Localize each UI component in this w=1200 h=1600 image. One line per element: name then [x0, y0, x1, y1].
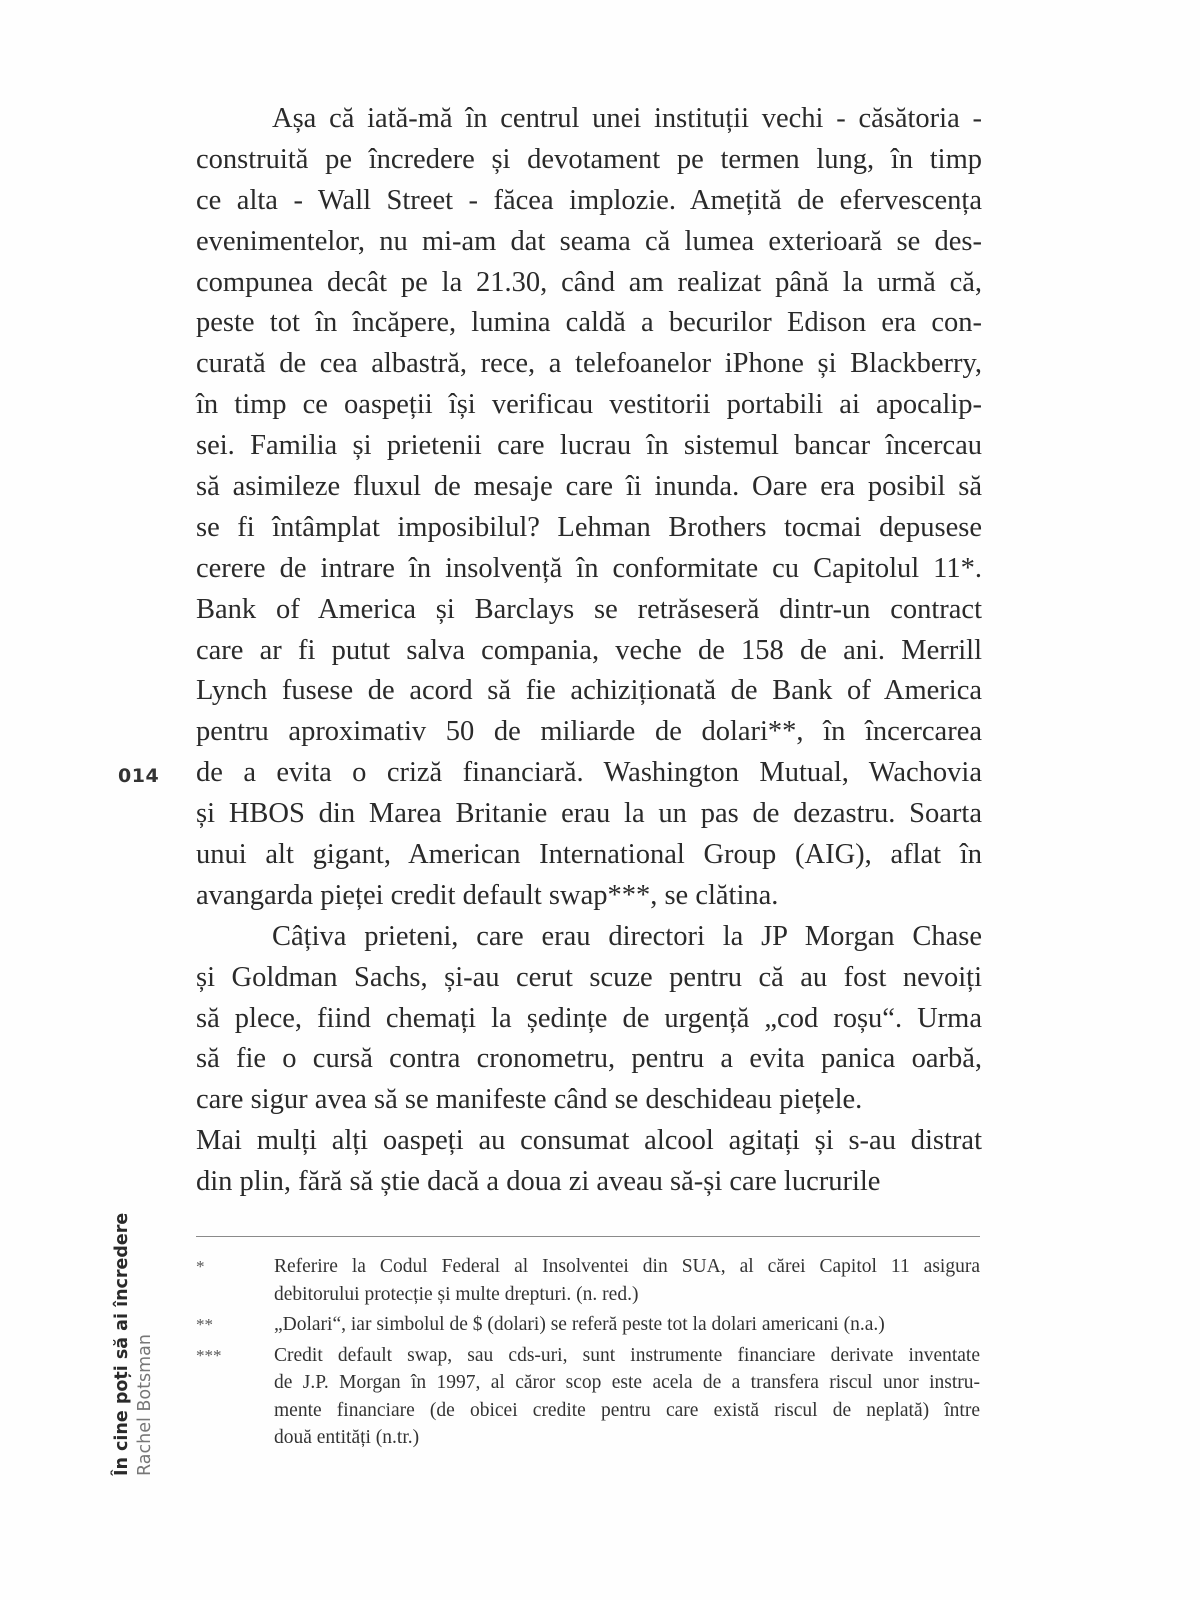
footnote-text [274, 1311, 980, 1339]
paragraph-1-first-line: Așa că iată-mă în centrul unei instituții vechi - căsătoria - [272, 103, 982, 134]
text-line: Mai mulți alți oaspeți au consumat alcool agitați și s-au distrat [196, 1125, 982, 1157]
text-line: unui alt gigant, American International Group (AIG), aflat în [196, 839, 982, 871]
text-line: se fi întâmplat imposibilul? Lehman Brothers tocmai depusese [196, 511, 982, 543]
footnote-mark: *** [196, 1345, 222, 1365]
footnote-line: Credit default swap, sau cds-uri, sunt instrumente financiare derivate inventate [274, 1344, 980, 1366]
text-line: care ar fi putut salva compania, veche de 158 de ani. Merrill [196, 634, 982, 666]
footnote-divider [196, 1236, 980, 1237]
text-line: compunea decât pe la 21.30, când am realizat până la urmă că, [196, 266, 982, 298]
footnote-mark: ** [196, 1315, 213, 1334]
footnote-line: mente financiare (de obicei credite pentru care există riscul de neplată) între [274, 1399, 980, 1421]
text-line: sei. Familia și prietenii care lucrau în sistemul bancar încercau [196, 430, 982, 462]
footnote-3 [196, 1342, 980, 1452]
text-line: și Goldman Sachs, și-au cerut scuze pentru că au fost nevoiți [196, 961, 982, 993]
footnote-2 [196, 1311, 980, 1339]
footnote-line: de J.P. Morgan în 1997, al căror scop este acela de a transfera riscul unor instru- [274, 1372, 980, 1393]
footnote-1 [196, 1253, 980, 1308]
text-line: să asimileze fluxul de mesaje care îi inunda. Oare era posibil să [196, 471, 982, 503]
text-line: curată de cea albastră, rece, a telefoanelor iPhone și Blackberry, [196, 348, 982, 380]
text-line: care sigur avea să se manifeste când se deschideau piețele. [196, 1084, 863, 1116]
text-line: din plin, fără să știe dacă a doua zi aveau să-și care lucrurile [196, 1166, 881, 1198]
footnotes [196, 1253, 980, 1455]
text-line: peste tot în încăpere, lumina caldă a becurilor Edison era con- [196, 307, 982, 339]
text-line: pentru aproximativ 50 de miliarde de dolari**, în încercarea [196, 716, 982, 748]
text-line: construită pe încredere și devotament pe termen lung, în timp [196, 143, 982, 175]
text-line: să fie o cursă contra cronometru, pentru a evita panica oarbă, [196, 1043, 982, 1075]
text-line: și HBOS din Marea Britanie erau la un pas de dezastru. Soarta [196, 798, 982, 830]
paragraph-2-first-line: Câțiva prieteni, care erau directori la JP Morgan Chase [272, 920, 982, 952]
page-number: 014 [118, 765, 160, 787]
footnote-text [274, 1253, 980, 1308]
footnote-text [274, 1342, 980, 1452]
footnote-line: „Dolari“, iar simbolul de $ (dolari) se referă peste tot la dolari americani (n.a.) [274, 1314, 885, 1335]
footnote-line: Referire la Codul Federal al Insolventei din SUA, al cărei Capitol 11 asigura [274, 1256, 980, 1277]
text-line: de a evita o criză financiară. Washington Mutual, Wachovia [196, 757, 982, 789]
text-line: în timp ce oaspeții își verificau vestitorii portabili ai apocalip- [196, 389, 982, 421]
text-line: să plece, fiind chemați la ședințe de urgență „cod roșu“. Urma [196, 1002, 982, 1034]
footnote-line: debitorului protecție și multe drepturi. (n. red.) [274, 1283, 639, 1305]
paragraph-1-last-line: avangarda pieței credit default swap***, se clătina. [196, 879, 779, 911]
body-text [196, 99, 982, 1203]
text-line: evenimentelor, nu mi-am dat seama că lumea exterioară se des- [196, 225, 982, 257]
footnote-mark: * [196, 1257, 205, 1276]
running-footer [111, 1213, 157, 1476]
text-line: Bank of America și Barclays se retrăseseră dintr-un contract [196, 593, 982, 625]
text-line: ce alta - Wall Street - făcea implozie. Amețită de efervescența [196, 184, 982, 216]
footnote-line: două entități (n.tr.) [274, 1427, 420, 1448]
book-author: Rachel Botsman [135, 1334, 155, 1476]
text-line: Lynch fusese de acord să fie achiziționată de Bank of America [196, 675, 982, 707]
text-line: cerere de intrare în insolvență în conformitate cu Capitolul 11*. [196, 552, 982, 584]
book-title: În cine poți să ai încredere [112, 1212, 132, 1476]
